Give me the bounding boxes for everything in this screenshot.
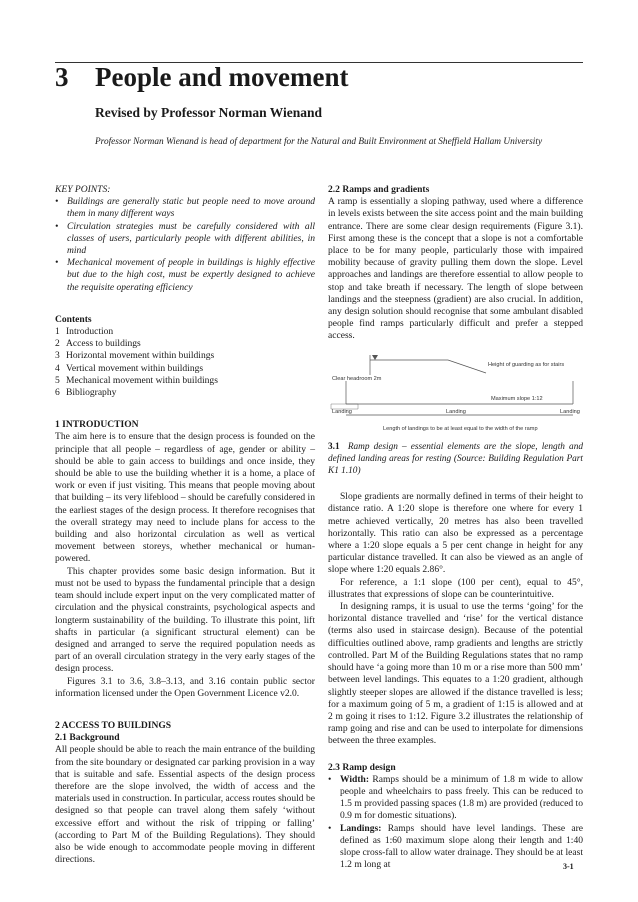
page-number: 3-1 — [563, 862, 574, 871]
key-points-list — [55, 196, 315, 294]
contents-item: 3 Horizontal movement within buildings — [55, 350, 215, 362]
ramps-paragraph: In designing ramps, it is usual to use the terms ‘going’ for the horizontal distance travelled and ‘rise’ for the vertical distance (terms also used in staircase design). Because of the potential difficulties outlined above, ramp gradients and lengths are strictly controlled. Part M of the Building Regulations states that no ramp should have ‘a going more than 10 m or a rise more than 500 mm’ between level landings. This equates to a 1:20 gradient, although slightly steeper slopes are allowed if the distance travelled is less; for a maximum going of 5 m, a gradient of 1:15 is allowed and at 2 m going it rises to 1:12. Figure 3.2 illustrates the relationship of ramp going and rise and can be used to interpolate for dimensions between the three examples. — [328, 601, 583, 747]
chapter-number: 3 — [55, 62, 69, 92]
chapter-reviser: Revised by Professor Norman Wienand — [95, 105, 323, 120]
ramps-heading: 2.2 Ramps and gradients — [328, 184, 430, 195]
ramp-design-list — [328, 774, 583, 872]
guarding-label: Height of guarding as for stairs — [488, 361, 565, 368]
ramps-paragraph: A ramp is essentially a sloping pathway, used where a difference in levels exists between the site access point and the main building entrance. There are some clear design requirements (Figure 3.1). First among these is the concept that a slope is not a comfortable place to be for many people, particularly those with impaired mobility because of gravity pulling them down the slope. Level approaches and landings are therefore essential to allow people to stop and take breath if necessary. The length of slope between landings and the steepness (gradient) are also crucial. In addition, any design solution should recognise that some ambulant disabled people find ramps particularly difficult and prefer a stepped access. — [328, 196, 583, 342]
key-points-heading: KEY POINTS: — [55, 184, 111, 195]
ramp-design-heading: 2.3 Ramp design — [328, 761, 396, 773]
contents-item: 5 Mechanical movement within buildings — [55, 374, 218, 386]
contents-item: 4 Vertical movement within buildings — [55, 362, 204, 374]
headroom-label: Clear headroom 2m — [332, 375, 382, 382]
figure-caption: 3.1 Ramp design – essential elements are the slope, length and defined landing areas for resting (Source: Building Regulation Part K1 1.10) — [328, 441, 583, 477]
length-label: Length of landings to be at least equal to the width of the ramp — [383, 425, 538, 432]
ramps-paragraph: Slope gradients are normally defined in terms of their height to distance ratio. A 1:20 slope is therefore one where for every 1 metre achieved vertically, 20 metres has also been travelled horizontally. This ratio can also be expressed as a percentage where a 1:20 slope equals a 5 per cent change in height for any particular distance travelled. It can also be viewed as an angle of slope where 1:20 equals 2.86°. — [328, 491, 583, 576]
landing-label-left: Landing — [332, 408, 352, 415]
headroom-arrow — [372, 355, 378, 360]
contents-list — [55, 326, 315, 399]
access-heading: 2 ACCESS TO BUILDINGS — [55, 719, 172, 731]
contents-item: 6 Bibliography — [55, 387, 117, 399]
ramps-paragraph: For reference, a 1:1 slope (100 per cent), equal to 45°, illustrates that expressions of slope can be counterintuitive. — [328, 576, 583, 600]
introduction-paragraph: Figures 3.1 to 3.6, 3.8–3.13, and 3.16 contain public sector information licensed under the Open Government Licence v2.0. — [55, 675, 315, 699]
contents-heading: Contents — [55, 313, 92, 325]
landing-label-right: Landing — [560, 408, 580, 415]
author-affiliation: Professor Norman Wienand is head of department for the Natural and Built Environment at Sheffield Hallam University — [95, 137, 543, 147]
access-paragraph: All people should be able to reach the main entrance of the building from the site boundary or designated car parking provision in a way that is suitable and safe. Essential aspects of the design process therefore are the slope involved, the width of access and the materials used in construction. In particular, access routes should be designed so that people can travel along them safely ‘without excessive effort and without the risk of tripping or falling’ (according to Part M of the Building Regulations). They should also be wide enough to accommodate people moving in different directions. — [55, 744, 315, 866]
left-column — [55, 184, 315, 866]
key-point: • Circulation strategies must be carefully considered with all classes of users, particularly people with different abilities, in mind — [55, 221, 315, 258]
landing-label-mid: Landing — [446, 408, 466, 415]
max-slope-label: Maximum slope 1:12 — [491, 395, 543, 402]
guarding-leader-line — [448, 360, 486, 373]
introduction-paragraph: The aim here is to ensure that the design process is founded on the principle that all people – regardless of age, gender or ability – should be able to gain access to buildings and once inside, they should be able to use the building whether it is a home, a place of work or even if just visiting. This means that people moving about that building – its very lifeblood – should be carefully considered in the earliest stages of the design process. It therefore recognises that the overall strategy may need to include plans for access to the building and also horizontal circulation as well as vertical movement between storeys, whether mechanical or human-powered. — [55, 431, 315, 565]
contents-item: 1 Introduction — [55, 326, 114, 338]
background-subheading: 2.1 Background — [55, 732, 120, 744]
chapter-title: People and movement — [95, 62, 349, 92]
introduction-paragraph: This chapter provides some basic design information. But it must not be used to bypass the fundamental principle that a design team should include expert input on the very complicated matter of circulation and the physical constraints, psychological aspects and longterm sustainability of the building. To illustrate this point, lift shafts in particular (a significant structural element) can be designed and arranged to serve the required population needs as part of an overall circulation strategy in the very early stages of the design process. — [55, 565, 315, 675]
introduction-heading: 1 INTRODUCTION — [55, 419, 139, 431]
right-column — [328, 184, 583, 871]
ramp-design-item: • Width: Ramps should be a minimum of 1.8 m wide to allow people and wheelchairs to pass freely. This can be reduced to 1.5 m provided passing spaces (1.8 m) are provided (reduced to 0.9 m for domestic situations). — [328, 774, 583, 823]
ramp-figure — [328, 351, 583, 441]
key-point: • Buildings are generally static but people need to move around them in many different ways — [55, 196, 315, 220]
ramp-design-item: • Landings: Ramps should have level landings. These are defined as 1:60 maximum slope along their length and 1:40 slope cross-fall to allow water drainage. They should be at least 1.2 m long at — [328, 823, 583, 872]
key-point: • Mechanical movement of people in buildings is highly effective but due to the high cost, must be expertly designed to achieve the requisite operating efficiency — [55, 257, 315, 294]
contents-item: 2 Access to buildings — [55, 338, 141, 350]
